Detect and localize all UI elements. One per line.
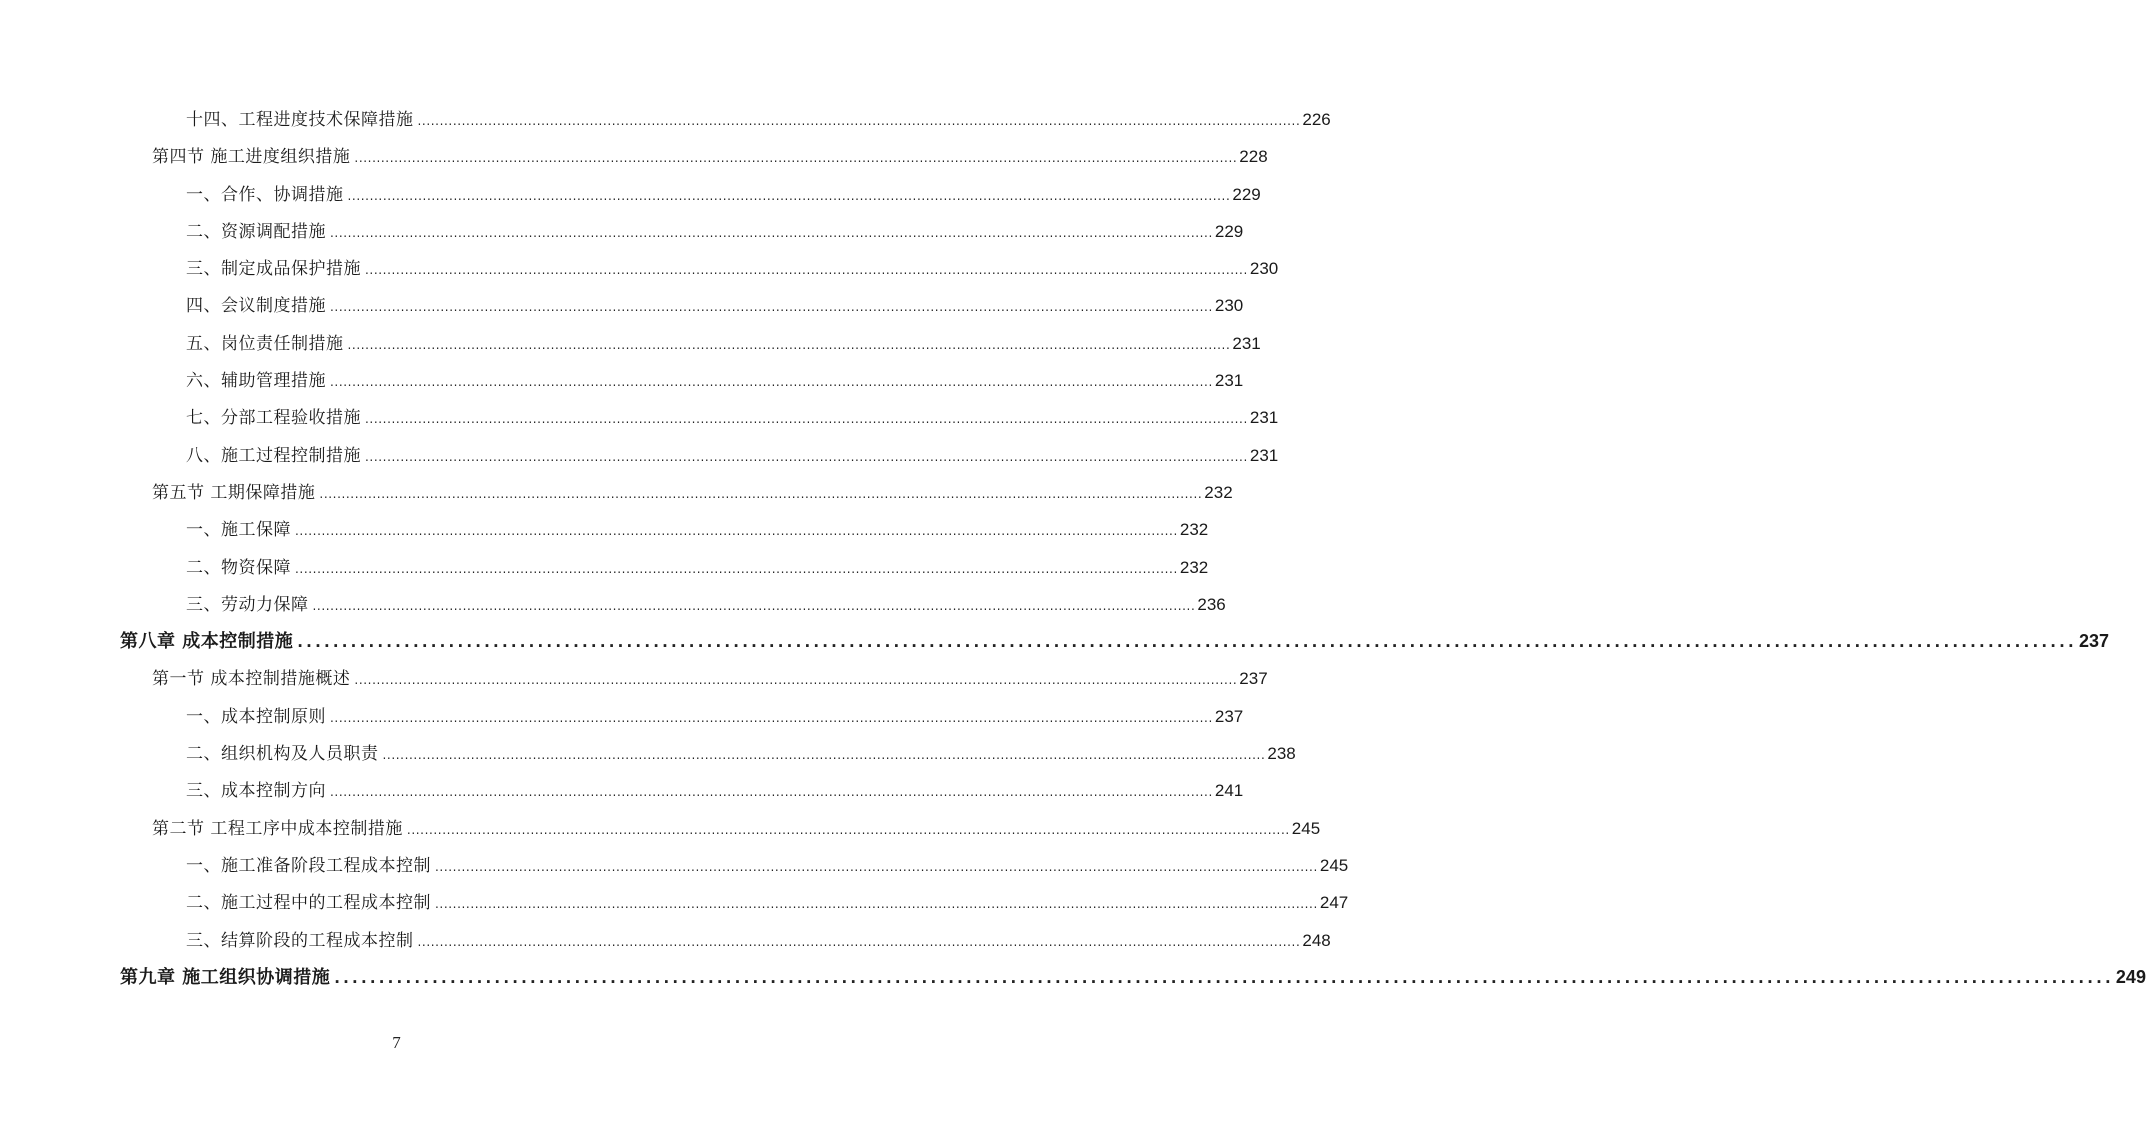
toc-entry-title: 三、劳动力保障 bbox=[186, 594, 309, 615]
dot-leader: ........................................................................................................................................................................................................ bbox=[406, 822, 1290, 837]
dot-leader: ........................................................................................................................................................................................................ bbox=[365, 449, 1248, 464]
dot-leader: ........................................................................................................................................................................................................ bbox=[330, 225, 1213, 240]
dot-leader: ........................................................................................................................................................................................................ bbox=[435, 897, 1318, 912]
dot-leader: ........................................................................................................................................................................................................ bbox=[334, 968, 2114, 987]
dot-leader: ........................................................................................................................................................................................................ bbox=[382, 748, 1266, 763]
dot-leader: ........................................................................................................................................................................................................ bbox=[330, 300, 1213, 315]
toc-entry-title: 五、岗位责任制措施 bbox=[186, 333, 344, 354]
toc-entry-page: 249 bbox=[2115, 966, 2146, 987]
toc-entry-title: 第二节 工程工序中成本控制措施 bbox=[152, 818, 403, 839]
dot-leader: ........................................................................................................................................................................................................ bbox=[417, 114, 1301, 128]
toc-entry-item[interactable] bbox=[0, 511, 1209, 548]
toc-entry-item[interactable] bbox=[0, 176, 1261, 213]
toc-entry-item[interactable] bbox=[0, 437, 1279, 474]
table-of-contents bbox=[0, 101, 2146, 996]
toc-entry-title: 二、施工过程中的工程成本控制 bbox=[186, 893, 431, 914]
dot-leader: ........................................................................................................................................................................................................ bbox=[417, 934, 1301, 949]
dot-leader: ........................................................................................................................................................................................................ bbox=[347, 188, 1231, 203]
toc-entry-page: 248 bbox=[1302, 930, 1331, 950]
toc-entry-page: 232 bbox=[1204, 482, 1233, 502]
toc-entry-title: 第一节 成本控制措施概述 bbox=[152, 669, 351, 690]
dot-leader: ........................................................................................................................................................................................................ bbox=[330, 785, 1213, 800]
toc-entry-title: 四、会议制度措施 bbox=[186, 296, 326, 317]
toc-entry-item[interactable] bbox=[0, 250, 1279, 287]
toc-entry-page: 229 bbox=[1214, 221, 1244, 241]
dot-leader: ........................................................................................................................................................................................................ bbox=[330, 375, 1213, 390]
toc-entry-item[interactable] bbox=[0, 922, 1331, 959]
toc-entry-title: 第五节 工期保障措施 bbox=[152, 482, 316, 503]
toc-entry-title: 一、成本控制原则 bbox=[186, 706, 326, 727]
toc-entry-page: 230 bbox=[1214, 296, 1244, 316]
page-number: 7 bbox=[392, 1033, 401, 1052]
toc-entry-page: 241 bbox=[1214, 781, 1244, 801]
toc-entry-title: 二、资源调配措施 bbox=[186, 221, 326, 242]
toc-entry-chapter[interactable] bbox=[0, 959, 2146, 996]
toc-entry-title: 十四、工程进度技术保障措施 bbox=[186, 110, 414, 130]
dot-leader: ........................................................................................................................................................................................................ bbox=[330, 710, 1213, 725]
dot-leader: ........................................................................................................................................................................................................ bbox=[365, 263, 1248, 278]
toc-entry-item[interactable] bbox=[0, 325, 1261, 362]
toc-entry-title: 一、施工准备阶段工程成本控制 bbox=[186, 855, 431, 876]
toc-entry-item[interactable] bbox=[0, 399, 1279, 436]
toc-entry-title: 三、结算阶段的工程成本控制 bbox=[186, 930, 414, 951]
toc-entry-page: 231 bbox=[1214, 371, 1244, 391]
toc-entry-item[interactable] bbox=[0, 847, 1349, 884]
toc-entry-page: 232 bbox=[1179, 520, 1209, 540]
toc-entry-page: 229 bbox=[1232, 184, 1261, 204]
toc-entry-page: 230 bbox=[1249, 259, 1279, 279]
toc-entry-item[interactable] bbox=[0, 287, 1244, 324]
toc-entry-page: 236 bbox=[1197, 594, 1226, 614]
toc-entry-chapter[interactable] bbox=[0, 623, 2109, 660]
dot-leader: ........................................................................................................................................................................................................ bbox=[347, 337, 1231, 352]
toc-entry-item[interactable] bbox=[0, 884, 1349, 921]
toc-entry-section[interactable] bbox=[0, 474, 1233, 511]
toc-entry-page: 232 bbox=[1179, 557, 1209, 577]
toc-entry-page: 237 bbox=[1214, 706, 1244, 726]
toc-entry-item[interactable] bbox=[0, 549, 1209, 586]
toc-entry-section[interactable] bbox=[0, 660, 1268, 697]
dot-leader: ........................................................................................................................................................................................................ bbox=[297, 633, 2077, 652]
dot-leader: ........................................................................................................................................................................................................ bbox=[435, 859, 1318, 874]
toc-entry-title: 二、物资保障 bbox=[186, 557, 291, 578]
toc-entry-title: 六、辅助管理措施 bbox=[186, 371, 326, 392]
toc-entry-title: 第八章 成本控制措施 bbox=[120, 631, 294, 653]
dot-leader: ........................................................................................................................................................................................................ bbox=[295, 524, 1178, 539]
toc-entry-page: 228 bbox=[1239, 147, 1268, 167]
dot-leader: ........................................................................................................................................................................................................ bbox=[354, 673, 1238, 688]
toc-entry-title: 第九章 施工组织协调措施 bbox=[120, 966, 331, 988]
toc-entry-title: 三、制定成品保护措施 bbox=[186, 259, 361, 280]
dot-leader: ........................................................................................................................................................................................................ bbox=[295, 561, 1178, 576]
toc-entry-page: 231 bbox=[1249, 445, 1279, 465]
toc-entry-page: 231 bbox=[1232, 333, 1261, 353]
toc-entry-title: 八、施工过程控制措施 bbox=[186, 445, 361, 466]
toc-entry-page: 237 bbox=[1239, 669, 1268, 689]
toc-entry-page: 245 bbox=[1319, 855, 1349, 875]
dot-leader: ........................................................................................................................................................................................................ bbox=[312, 598, 1196, 613]
toc-entry-page: 247 bbox=[1319, 893, 1349, 913]
toc-entry-page: 231 bbox=[1249, 408, 1279, 428]
toc-entry-page: 226 bbox=[1302, 110, 1331, 129]
toc-entry-title: 三、成本控制方向 bbox=[186, 781, 326, 802]
dot-leader: ........................................................................................................................................................................................................ bbox=[354, 151, 1238, 166]
toc-entry-page: 237 bbox=[2078, 631, 2109, 652]
toc-entry-title: 二、组织机构及人员职责 bbox=[186, 744, 379, 765]
toc-entry-title: 一、合作、协调措施 bbox=[186, 184, 344, 205]
toc-entry-section[interactable] bbox=[0, 810, 1321, 847]
toc-entry-title: 七、分部工程验收措施 bbox=[186, 408, 361, 429]
toc-entry-item[interactable] bbox=[0, 362, 1244, 399]
dot-leader: ........................................................................................................................................................................................................ bbox=[365, 412, 1248, 427]
toc-entry-page: 245 bbox=[1291, 818, 1321, 838]
toc-entry-item[interactable] bbox=[0, 101, 1331, 138]
toc-entry-item[interactable] bbox=[0, 586, 1226, 623]
toc-entry-title: 第四节 施工进度组织措施 bbox=[152, 147, 351, 168]
toc-entry-page: 238 bbox=[1267, 744, 1296, 764]
toc-entry-item[interactable] bbox=[0, 735, 1296, 772]
toc-entry-item[interactable] bbox=[0, 772, 1244, 809]
dot-leader: ........................................................................................................................................................................................................ bbox=[319, 486, 1203, 501]
toc-entry-item[interactable] bbox=[0, 698, 1244, 735]
toc-entry-title: 一、施工保障 bbox=[186, 520, 291, 541]
toc-entry-section[interactable] bbox=[0, 138, 1268, 175]
toc-entry-item[interactable] bbox=[0, 213, 1244, 250]
